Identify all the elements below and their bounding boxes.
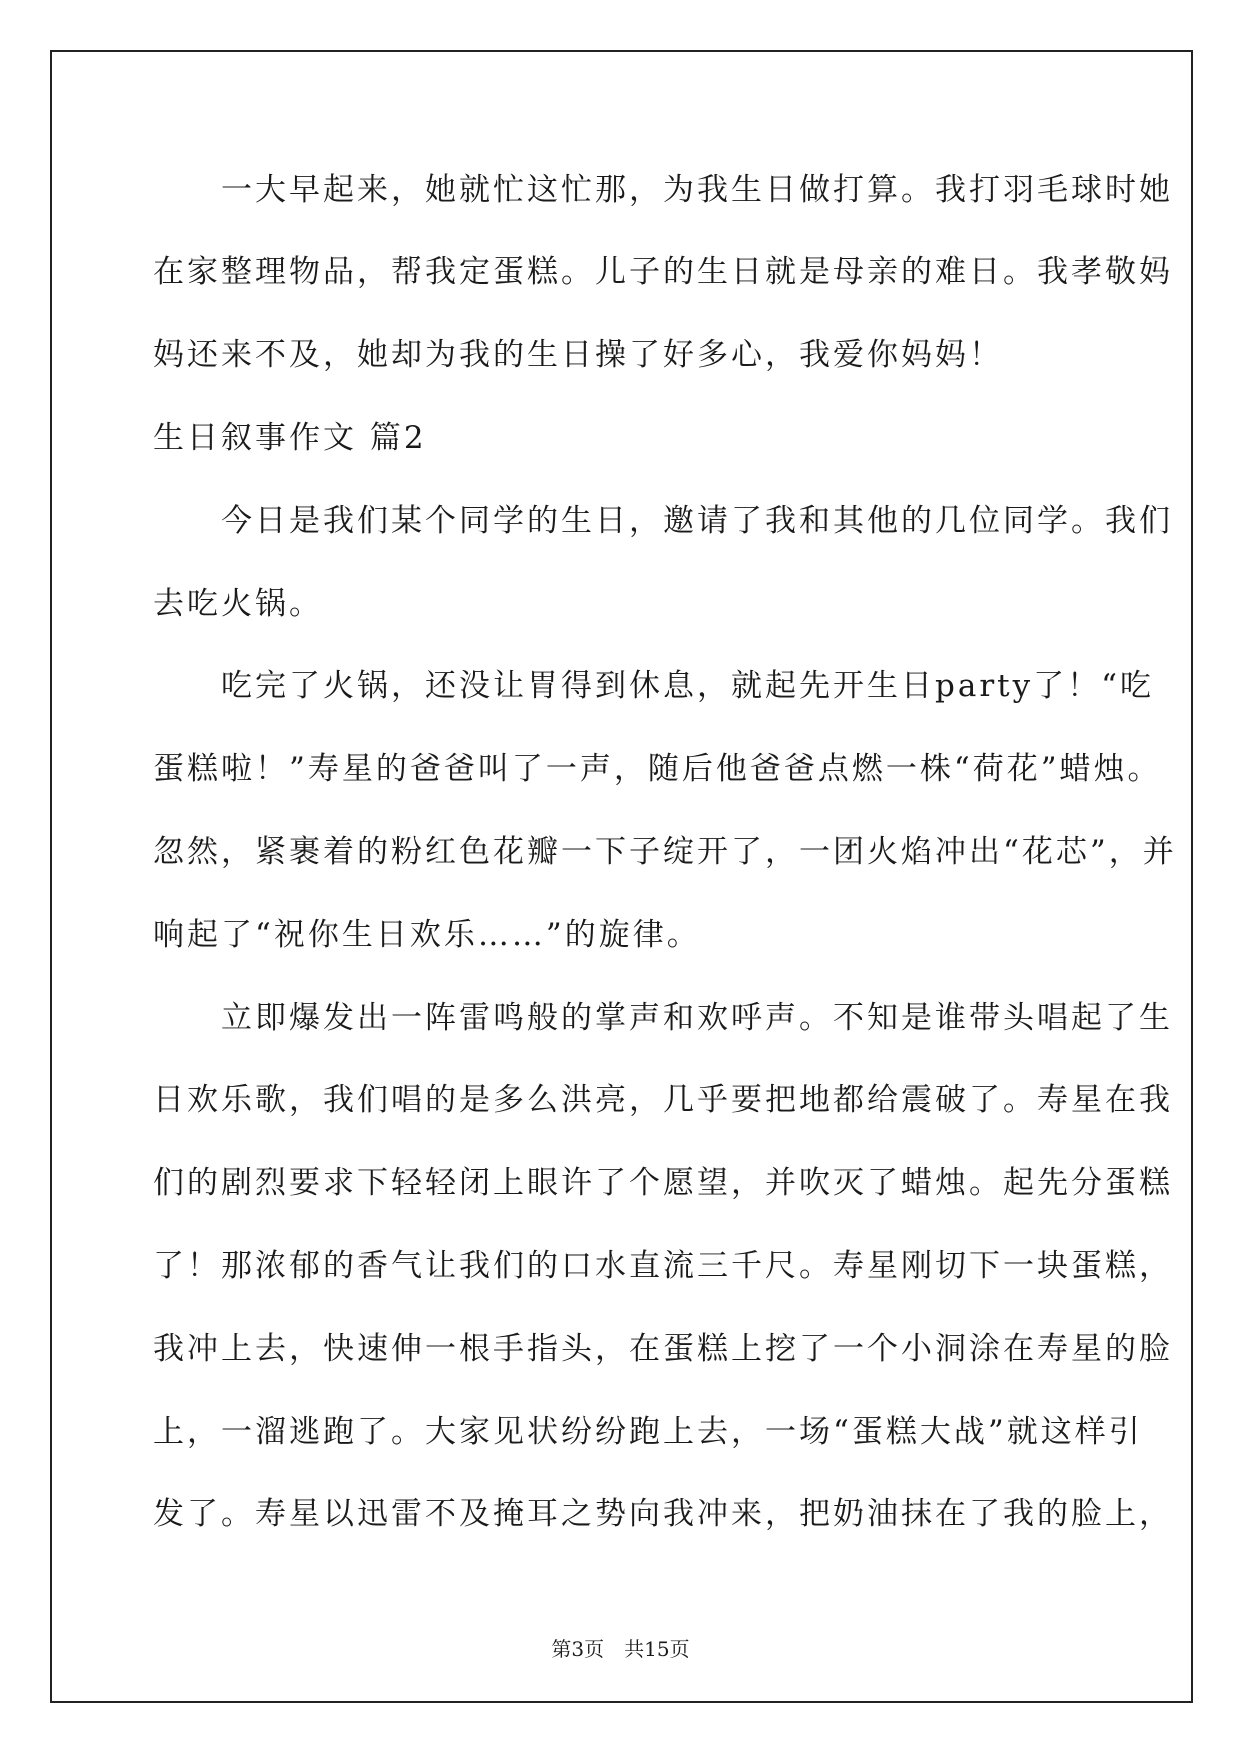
body-text-line: 上，一溜逃跑了。大家见状纷纷跑上去，一场“蛋糕大战”就这样引: [153, 1414, 1143, 1450]
page-number-footer: 第3页 共15页: [551, 1637, 690, 1661]
body-text-line: 日欢乐歌，我们唱的是多么洪亮，几乎要把地都给震破了。寿星在我: [153, 1082, 1173, 1118]
section-heading: 生日叙事作文 篇2: [153, 420, 427, 456]
body-text-line: 一大早起来，她就忙这忙那，为我生日做打算。我打羽毛球时她: [153, 172, 1173, 208]
body-text-line: 了！那浓郁的香气让我们的口水直流三千尺。寿星刚切下一块蛋糕，: [153, 1248, 1173, 1284]
body-text-line: 响起了“祝你生日欢乐……”的旋律。: [153, 917, 701, 953]
body-text-line: 吃完了火锅，还没让胃得到休息，就起先开生日party了！“吃: [153, 668, 1154, 704]
page-border: [50, 50, 1193, 1703]
body-text-line: 今日是我们某个同学的生日，邀请了我和其他的几位同学。我们: [153, 503, 1173, 539]
body-text-line: 忽然，紧裹着的粉红色花瓣一下子绽开了，一团火焰冲出“花芯”，并: [153, 834, 1177, 870]
body-text-line: 去吃火锅。: [153, 586, 323, 622]
body-text-line: 立即爆发出一阵雷鸣般的掌声和欢呼声。不知是谁带头唱起了生: [153, 1000, 1173, 1036]
body-text-line: 们的剧烈要求下轻轻闭上眼许了个愿望，并吹灭了蜡烛。起先分蛋糕: [153, 1165, 1173, 1201]
body-text-line: 发了。寿星以迅雷不及掩耳之势向我冲来，把奶油抹在了我的脸上，: [153, 1496, 1173, 1532]
body-text-line: 在家整理物品，帮我定蛋糕。儿子的生日就是母亲的难日。我孝敬妈: [153, 254, 1173, 290]
body-text-line: 妈还来不及，她却为我的生日操了好多心，我爱你妈妈！: [153, 337, 1003, 373]
body-text-line: 我冲上去，快速伸一根手指头，在蛋糕上挖了一个小洞涂在寿星的脸: [153, 1331, 1173, 1367]
body-text-line: 蛋糕啦！”寿星的爸爸叫了一声，随后他爸爸点燃一株“荷花”蜡烛。: [153, 751, 1162, 787]
